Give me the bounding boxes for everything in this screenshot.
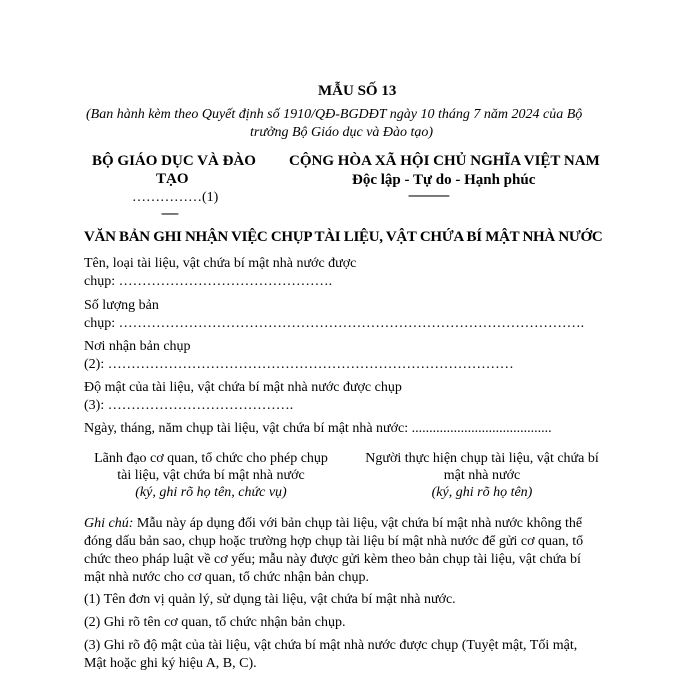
note-line-2: đóng dấu bản sao, chụp hoặc trường hợp chụp tài liệu bí mật nhà nước để gửi cơ quan, tổ [84,534,584,549]
issued-by-line-1: (Ban hành kèm theo Quyết định số 1910/QĐ-BGDĐT ngày 10 tháng 7 năm 2024 của Bộ [86,107,583,122]
signature-right-note: (ký, ghi rõ họ tên) [431,485,533,500]
field-recipient-value: (2): …………………………………………………………………………… [84,357,514,372]
footnote-2: (2) Ghi rõ tên cơ quan, tổ chức nhận bản chụp. [84,615,346,630]
capture-date-line: Ngày, tháng, năm chụp tài liệu, vật chứa bí mật nhà nước: ........................................ [84,421,552,436]
signature-left-line-2: tài liệu, vật chứa bí mật nhà nước [117,468,305,483]
national-motto: Độc lập - Tự do - Hạnh phúc [352,172,536,188]
footnote-3-line-2: Mật hoặc ghi ký hiệu A, B, C). [84,656,257,671]
note-label: Ghi chú: [84,516,134,531]
ministry-name-line-1: BỘ GIÁO DỤC VÀ ĐÀO [92,153,256,169]
note-line-4: mật nhà nước cho cơ quan, tổ chức nhận bản chụp. [84,570,370,585]
issued-by-line-2: trưởng Bộ Giáo dục và Đào tạo) [250,125,434,140]
field-classification-label: Độ mật của tài liệu, vật chứa bí mật nhà nước được chụp [84,380,402,395]
footnote-3-line-1: (3) Ghi rõ độ mật của tài liệu, vật chứa bí mật nhà nước được chụp (Tuyệt mật, Tối mật, [84,638,578,653]
field-doc-name-label: Tên, loại tài liệu, vật chứa bí mật nhà nước được [84,256,357,271]
header-right-rule: --------------- [408,188,448,203]
field-doc-name-value: chụp: ………………………………………. [84,274,333,289]
document-title: VĂN BẢN GHI NHẬN VIỆC CHỤP TÀI LIỆU, VẬT CHỨA BÍ MẬT NHÀ NƯỚC [84,229,603,245]
ministry-name-line-2: TẠO [156,171,189,187]
note-line-1-text: Mẫu này áp dụng đối với bản chụp tài liệu, vật chứa bí mật nhà nước không thể [133,516,583,531]
signature-left-note: (ký, ghi rõ họ tên, chức vụ) [135,485,287,500]
field-copies-label: Số lượng bản [84,298,159,313]
field-classification-value: (3): …………………………………. [84,398,294,413]
note-line-1 [84,516,582,532]
footnote-1: (1) Tên đơn vị quản lý, sử dụng tài liệu, vật chứa bí mật nhà nước. [84,592,456,607]
field-recipient-label: Nơi nhận bản chụp [84,339,191,354]
note-line-3: chức theo pháp luật về cơ yếu; mẫu này được gửi kèm theo bản chụp tài liệu, vật chứa bí [84,552,581,567]
field-copies-value: chụp: ………………………………………………………………………………………. [84,316,585,331]
signature-right-line-2: mật nhà nước [443,468,521,483]
signature-right-line-1: Người thực hiện chụp tài liệu, vật chứa bí [365,451,599,466]
unit-placeholder: ……………(1) [132,190,219,205]
header-left-rule: ------ [161,206,177,221]
signature-left-line-1: Lãnh đạo cơ quan, tổ chức cho phép chụp [94,451,328,466]
national-title: CỘNG HÒA XÃ HỘI CHỦ NGHĨA VIỆT NAM [289,153,600,169]
form-title: MẪU SỐ 13 [318,83,397,99]
